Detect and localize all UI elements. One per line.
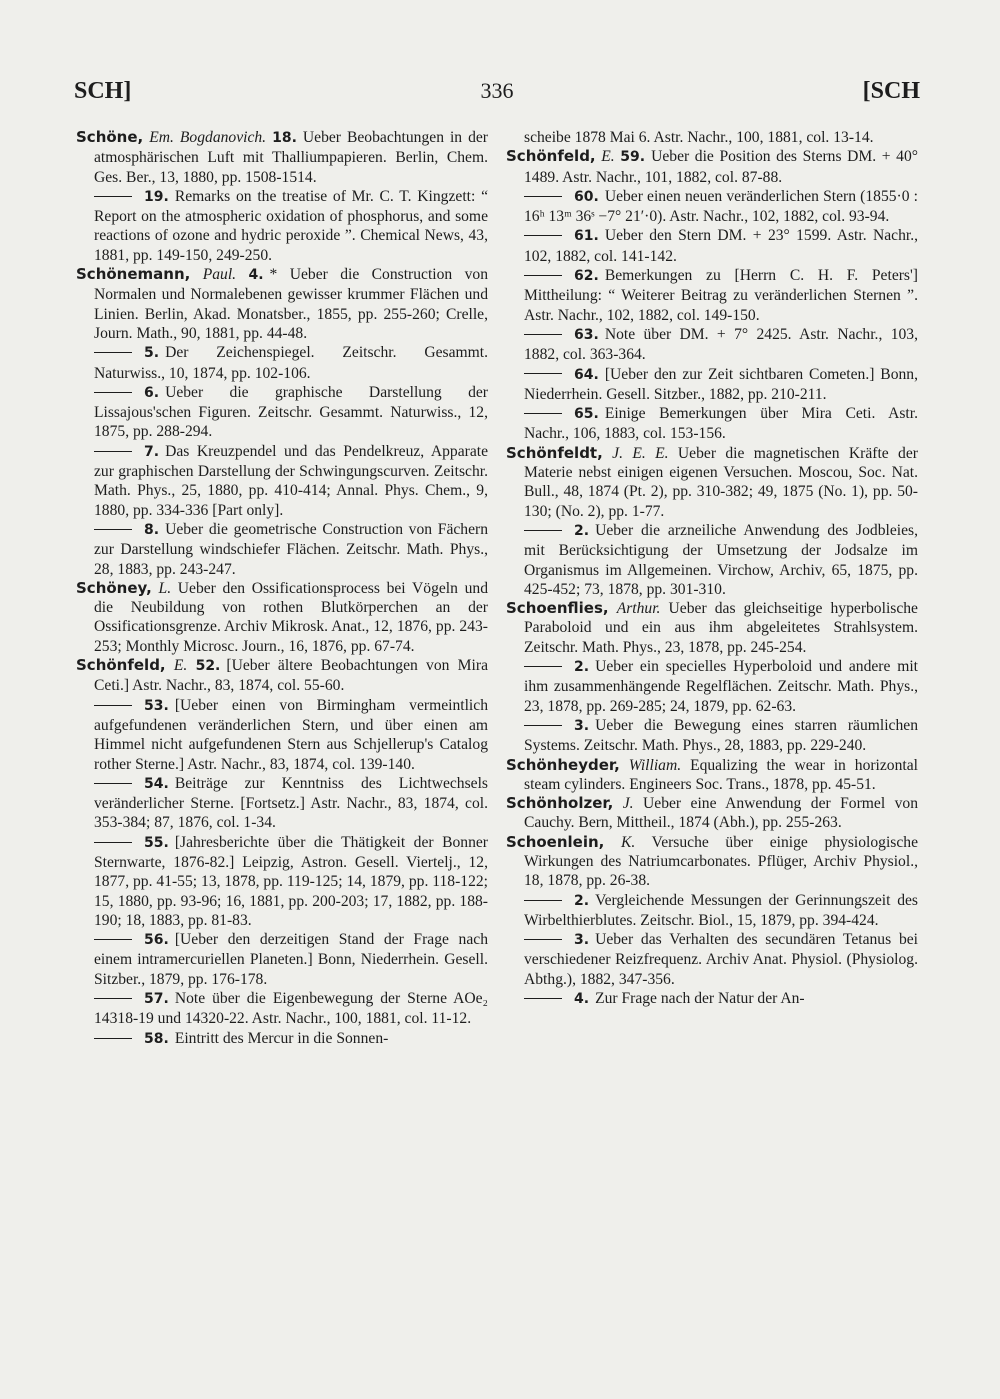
paper-title: Equalizing the wear in horizontal steam cylinders. Engineers Soc. Trans., 1878, pp. 45-51. [524, 756, 918, 793]
paper-number: 61. [574, 228, 599, 245]
ditto-dash [94, 939, 132, 940]
author-name: Schöne, [76, 128, 144, 146]
author-given-name: J. E. E. [612, 444, 669, 462]
paper-number: 56. [144, 932, 169, 949]
paper-title: Ueber den Stern DM. + 23° 1599. Astr. Nachr., 102, 1882, col. 141-142. [524, 227, 918, 265]
sub-entry [76, 696, 488, 774]
ditto-dash [524, 530, 562, 531]
right-column [506, 128, 918, 1009]
sub-entry [76, 774, 488, 833]
paper-number: 59. [620, 149, 646, 166]
author-given-name: William. [628, 756, 682, 774]
ditto-dash [94, 352, 132, 353]
paper-title: Ueber die geometrische Construction von Fächern zur Darstellung windschiefer Flächen. Zeitschr. Math. Phys., 28, 1883, pp. 243-247. [94, 520, 488, 578]
paper-title: Note über die Eigenbewegung der Sterne AOe₂ 14318-19 und 14320-22. Astr. Nachr., 100, 1881, col. 11-12. [94, 990, 488, 1028]
paper-title: [Jahresberichte über die Thätigkeit der Bonner Sternwarte, 1876-82.] Leipzig, Astron. Gesell. Viertelj., 12, 1877, pp. 41-55; 13, 1878, pp. 119-125; 14, 1879, pp. 118-122; 15, 1880, pp. 93-96; 16, 1881, pp. 200-203; 17, 1882, pp. 188-190; 18, 1883, pp. 81-83. [94, 833, 488, 929]
ditto-dash [524, 900, 562, 901]
paper-title: Remarks on the treatise of Mr. C. T. Kingzett: “ Report on the atmospheric oxidation of phosphorus, and some reactions of ozone and hydric peroxide ”. Chemical News, 43, 1881, pp. 149-150, 249-250. [94, 187, 488, 264]
sub-entry [506, 187, 918, 227]
author-given-name: Arthur. [616, 600, 661, 618]
paper-title: Versuche über einige physiologische Wirkungen des Natriumcarbonates. Pflüger, Archiv Physiol., 18, 1878, pp. 26-38. [524, 833, 919, 890]
ditto-dash [524, 196, 562, 197]
paper-number: 64. [574, 366, 599, 383]
paper-title: Zur Frage nach der Natur der An- [595, 990, 805, 1008]
sub-entry [506, 226, 918, 266]
paper-title: Bemerkungen zu [Herrn C. H. F. Peters'] Mittheilung: “ Weiterer Beitrag zu veränderlichen Sternen ”. Astr. Nachr., 102, 1882, col. 149-150. [524, 267, 918, 324]
ditto-dash [524, 998, 562, 999]
paper-title: Eintritt des Mercur in die Sonnen- [174, 1029, 389, 1047]
paper-number: 62. [574, 268, 599, 285]
ditto-dash [524, 413, 562, 414]
author-given-name: E. [601, 148, 615, 166]
sub-entry [506, 521, 918, 599]
paper-title: Ueber Beobachtungen in der atmosphärischen Luft mit Thalliumpapieren. Berlin, Chem. Ges. Ber., 13, 1880, pp. 1508-1514. [94, 129, 489, 186]
sub-entry [506, 716, 918, 756]
author-name: Schöney, [76, 578, 152, 597]
author-name: Schoenlein, [506, 832, 605, 851]
ditto-dash [94, 529, 132, 530]
paper-number: 18. [272, 130, 297, 146]
author-entry [506, 147, 918, 187]
author-given-name: K. [621, 833, 636, 851]
sub-entry [76, 930, 488, 989]
ditto-dash [524, 666, 562, 667]
paper-number: 54. [144, 775, 169, 792]
sub-entry [76, 187, 488, 265]
author-name: Schönholzer, [506, 794, 614, 813]
sub-entry [76, 1029, 488, 1049]
paper-title: [Ueber ältere Beobachtungen von Mira Ceti.] Astr. Nachr., 83, 1874, col. 55-60. [94, 657, 488, 695]
author-name: Schönfeld, [76, 656, 166, 675]
continued-entry [506, 128, 918, 147]
ditto-dash [524, 725, 562, 726]
paper-title: Ueber die Bewegung eines starren räumlichen Systems. Zeitschr. Math. Phys., 28, 1883, pp. 229-240. [524, 716, 918, 755]
paper-number: 4. [248, 267, 264, 284]
author-name: Schönemann, [76, 265, 191, 284]
paper-title: Der Zeichenspiegel. Zeitschr. Gesammt. Naturwiss., 10, 1874, pp. 102-106. [94, 344, 488, 382]
author-entry [506, 756, 918, 795]
author-given-name: Paul. [202, 266, 237, 284]
paper-number: 55. [144, 834, 169, 851]
paper-title: Note über DM. + 7° 2425. Astr. Nachr., 103, 1882, col. 363-364. [524, 325, 918, 364]
paper-title: Das Kreuzpendel und das Pendelkreuz, Apparate zur graphischen Darstellung der Schwingungscurven. Zeitschr. Math. Phys., 25, 1880, pp. 410-414; Annal. Phys. Chem., 9, 1880, pp. 334-336 [Part only]. [94, 442, 488, 519]
paper-title: Ueber die graphische Darstellung der Lissajous'schen Figuren. Zeitschr. Gesammt. Naturwiss., 12, 1875, pp. 288-294. [94, 383, 488, 441]
author-given-name: Em. Bogdanovich. [149, 129, 267, 146]
sub-entry [506, 989, 918, 1009]
author-name: Schönfeld, [506, 147, 596, 166]
ditto-dash [94, 998, 132, 999]
paper-title: Ueber das gleichseitige hyperbolische Paraboloid und ein aus ihm abgeleitetes Strahlsystem. Zeitschr. Math. Phys., 23, 1878, pp. 245-254. [524, 600, 918, 656]
ditto-dash [524, 235, 562, 236]
paper-title: Einige Bemerkungen über Mira Ceti. Astr. Nachr., 106, 1883, col. 153-156. [524, 405, 918, 443]
author-given-name: E. [173, 657, 188, 675]
sub-entry [76, 383, 488, 442]
paper-title: [Ueber den derzeitigen Stand der Frage nach einem intramercuriellen Planeten.] Bonn, Niederrhein. Gesell. Sitzber., 1879, pp. 176-178. [94, 931, 488, 988]
ditto-dash [94, 783, 132, 784]
paper-title: * Ueber die Construction von Normalen und Normalebenen gewisser krummer Flächen und Linien. Berlin, Akad. Monatsber., 1855, pp. 255-260; Crelle, Journ. Math., 90, 1881, pp. 44-48. [94, 266, 488, 342]
sub-entry [76, 343, 488, 383]
sub-entry [506, 266, 918, 325]
author-entry [76, 128, 488, 187]
sub-entry [506, 930, 918, 989]
paper-title: [Ueber den zur Zeit sichtbaren Cometen.] Bonn, Niederrhein. Gesell. Sitzber., 1882, pp. 210-211. [524, 365, 918, 403]
paper-title: Ueber die magnetischen Kräfte der Materie nebst einigen eigenen Versuchen. Moscou, Soc. Nat. Bull., 48, 1874 (Pt. 2), pp. 310-382; 49, 1875 (No. 1), pp. 50-130; (No. 2), pp. 1-77. [524, 444, 918, 520]
sub-entry [506, 325, 918, 365]
paper-title: [Ueber einen von Birmingham vermeintlich aufgefundenen veränderlichen Stern, und über einen am Himmel nicht aufgefundenen Stern aus Schjellerup's Catalog rother Sterne.] Astr. Nachr., 83, 1874, col. 139-140. [94, 696, 488, 773]
ditto-dash [94, 451, 132, 452]
running-head-right: [SCH [862, 78, 920, 104]
ditto-dash [94, 196, 132, 197]
paper-title: Vergleichende Messungen der Gerinnungszeit des Wirbelthierblutes. Zeitschr. Biol., 15, 1879, pp. 394-424. [524, 891, 918, 929]
ditto-dash [94, 1038, 132, 1039]
author-name: Schönfeldt, [506, 443, 603, 462]
ditto-dash [94, 705, 132, 706]
paper-number: 3. [574, 932, 590, 949]
paper-title: scheibe 1878 Mai 6. Astr. Nachr., 100, 1881, col. 13-14. [524, 129, 874, 146]
sub-entry [506, 657, 918, 716]
sub-entry [76, 520, 488, 579]
paper-title: Beiträge zur Kenntniss des Lichtwechsels veränderlicher Sterne. [Fortsetz.] Astr. Nachr., 83, 1874, col. 353-384; 87, 1876, col. 1-34. [94, 774, 488, 832]
author-entry [506, 444, 918, 521]
paper-number: 6. [144, 384, 160, 401]
ditto-dash [94, 392, 132, 393]
paper-number: 65. [574, 406, 599, 423]
paper-number: 2. [574, 522, 590, 539]
page-header [74, 78, 920, 114]
sub-entry [76, 833, 488, 930]
ditto-dash [524, 275, 562, 276]
paper-title: Ueber das Verhalten des secundären Tetanus bei verschiedener Reizfrequenz. Archiv Anat. Physiol. (Physiolog. Abthg.), 1882, 347-356. [524, 931, 918, 988]
author-name: Schönheyder, [506, 755, 620, 774]
paper-number: 58. [144, 1030, 169, 1047]
running-head-left: SCH] [74, 78, 132, 104]
author-name: Schoenflies, [506, 599, 609, 618]
left-column [76, 128, 488, 1049]
sub-entry [506, 365, 918, 405]
author-entry [506, 794, 918, 833]
paper-number: 7. [144, 443, 160, 460]
paper-number: 2. [574, 659, 590, 676]
ditto-dash [94, 842, 132, 843]
author-entry [76, 579, 488, 656]
paper-title: Ueber die arzneiliche Anwendung des Jodbleies, mit Berücksichtigung der Umsetzung der Jodsalze im Organismus im Allgemeinen. Virchow, Archiv, 65, 1875, pp. 425-452; 73, 1878, pp. 301-310. [524, 521, 918, 598]
paper-title: Ueber einen neuen veränderlichen Stern (1855·0 : 16ʰ 13ᵐ 36ˢ −7° 21′·0). Astr. Nachr., 102, 1882, col. 93-94. [524, 187, 918, 226]
sub-entry [76, 442, 488, 520]
page-number: 336 [480, 78, 514, 103]
author-entry [506, 599, 918, 657]
paper-title: Ueber die Position des Sterns DM. + 40° 1489. Astr. Nachr., 101, 1882, col. 87-88. [524, 148, 919, 186]
paper-number: 3. [574, 717, 590, 734]
ditto-dash [524, 334, 562, 335]
author-entry [506, 833, 918, 891]
paper-number: 52. [195, 658, 221, 675]
paper-number: 2. [574, 892, 590, 909]
paper-number: 53. [144, 697, 169, 714]
paper-number: 19. [144, 188, 169, 205]
ditto-dash [524, 939, 562, 940]
sub-entry [506, 404, 918, 444]
paper-number: 4. [574, 991, 590, 1008]
author-entry [76, 656, 488, 696]
sub-entry [506, 891, 918, 931]
paper-number: 8. [144, 521, 160, 538]
author-entry [76, 265, 488, 343]
paper-number: 63. [574, 326, 599, 343]
paper-title: Ueber den Ossificationsprocess bei Vögeln und die Neubildung von rothen Blutkörperchen an der Ossificationsgrenze. Archiv Mikrosk. Anat., 12, 1876, pp. 243-253; Monthly Microsc. Journ., 16, 1876, pp. 67-74. [94, 579, 488, 655]
paper-number: 5. [144, 345, 160, 362]
ditto-dash [524, 373, 562, 374]
author-given-name: L. [158, 579, 172, 597]
sub-entry [76, 989, 488, 1029]
paper-title: Ueber eine Anwendung der Formel von Cauchy. Bern, Mittheil., 1874 (Abh.), pp. 255-263. [524, 795, 918, 832]
paper-number: 57. [144, 991, 169, 1008]
paper-number: 60. [574, 188, 599, 205]
paper-title: Ueber ein specielles Hyperboloid und andere mit ihm zusammenhängende Regelflächen. Zeitschr. Math. Phys., 23, 1878, pp. 269-285; 24, 1879, pp. 62-63. [524, 658, 918, 715]
author-given-name: J. [622, 795, 634, 813]
